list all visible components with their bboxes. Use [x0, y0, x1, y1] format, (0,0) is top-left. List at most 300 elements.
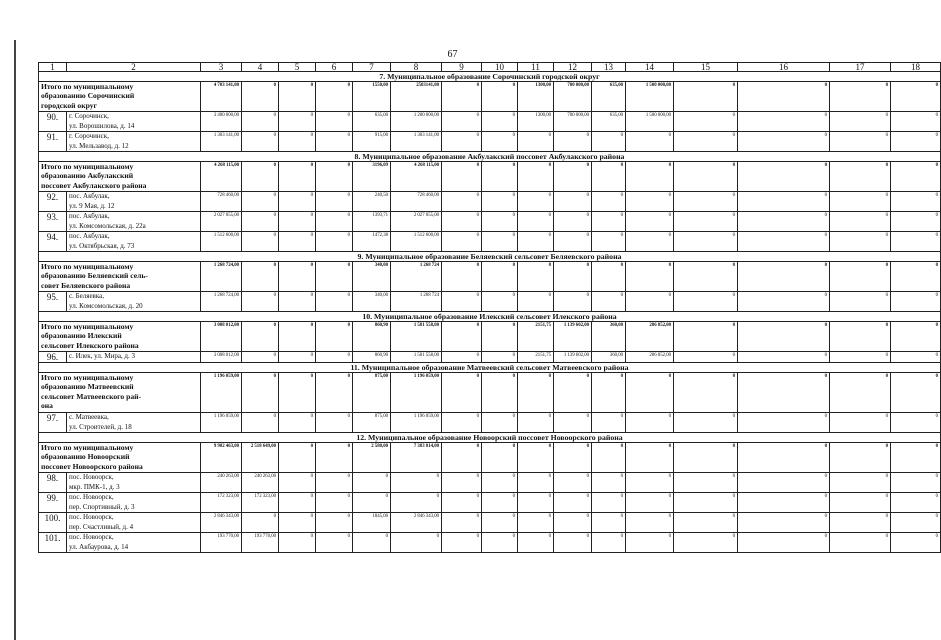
address-line: ул. Мельзавод, д. 12	[69, 141, 129, 150]
value-cell: 0	[674, 192, 738, 212]
value-cell: 0	[442, 132, 482, 152]
value-cell: 0	[442, 322, 482, 352]
value-cell: 0	[279, 513, 316, 533]
value-cell: 0	[316, 292, 353, 312]
value-cell: 0	[592, 443, 626, 473]
subtotal-name-line: образованию Беляевский сель-	[41, 271, 148, 281]
column-number-cell: 13	[592, 63, 626, 72]
value-cell: 0	[316, 212, 353, 232]
value-cell: 0	[279, 132, 316, 152]
table-row	[39, 192, 941, 212]
value-cell: 0	[279, 373, 316, 413]
page-number: 67	[447, 49, 458, 60]
value-cell: 3196,09	[353, 162, 391, 192]
value-cell: 1 196 059,00	[391, 413, 442, 433]
value-cell: 1845,00	[353, 513, 391, 533]
value-cell: 1 268 724	[391, 262, 442, 292]
value-cell: 360,00	[592, 322, 626, 352]
value-cell: 0	[592, 533, 626, 553]
value-cell: 0	[891, 162, 941, 192]
value-cell: 3 008 012,00	[201, 322, 242, 352]
value-cell: 0	[891, 232, 941, 252]
value-cell: 0	[518, 162, 554, 192]
value-cell: 0	[242, 162, 279, 192]
address-line: ул. Строителей, д. 18	[69, 422, 132, 431]
value-cell: 0	[738, 413, 830, 433]
column-number-cell: 12	[554, 63, 592, 72]
address-line: г. Сорочинск,	[69, 112, 109, 120]
value-cell: 0	[482, 292, 518, 312]
value-cell: 0	[554, 513, 592, 533]
subtotal-name-line: Итого по муниципальному	[41, 82, 134, 91]
value-cell: 0	[442, 352, 482, 363]
value-cell: 0	[626, 132, 674, 152]
value-cell: 0	[316, 232, 353, 252]
value-cell: 0	[279, 352, 316, 363]
value-cell: 0	[279, 82, 316, 112]
value-cell: 0	[316, 513, 353, 533]
address-cell	[67, 192, 201, 212]
value-cell: 0	[279, 192, 316, 212]
value-cell: 0	[442, 192, 482, 212]
value-cell: 0	[554, 162, 592, 192]
column-number-cell: 6	[316, 63, 353, 72]
value-cell: 7 383 814,00	[391, 443, 442, 473]
section-title: 11. Муниципальное образование Матвеевский сельсовет Матвеевского района	[39, 363, 941, 373]
row-number: 98.	[39, 473, 67, 493]
address-line: пер. Счастливый, д. 4	[69, 522, 134, 531]
row-number: 99.	[39, 493, 67, 513]
value-cell: 1550,00	[353, 82, 391, 112]
address-cell	[67, 513, 201, 533]
row-number: 95.	[39, 292, 67, 312]
column-number-cell: 2	[67, 63, 201, 72]
value-cell: 2 518 649,00	[242, 443, 279, 473]
value-cell: 0	[442, 513, 482, 533]
value-cell: 1 512 600,00	[201, 232, 242, 252]
value-cell: 0	[626, 212, 674, 232]
value-cell: 0	[674, 112, 738, 132]
value-cell: 0	[738, 232, 830, 252]
value-cell: 2151,75	[518, 322, 554, 352]
value-cell: 0	[830, 513, 891, 533]
value-cell: 0	[891, 192, 941, 212]
value-cell: 0	[316, 112, 353, 132]
value-cell: 0	[279, 443, 316, 473]
table-row	[39, 533, 941, 553]
value-cell: 2503141,00	[391, 82, 442, 112]
row-number: 91.	[39, 132, 67, 152]
value-cell: 0	[674, 493, 738, 513]
value-cell: 193 770,00	[201, 533, 242, 553]
row-number: 97.	[39, 413, 67, 433]
value-cell: 0	[279, 262, 316, 292]
value-cell: 0	[738, 473, 830, 493]
value-cell: 0	[738, 352, 830, 363]
value-cell: 2 027 055,00	[391, 212, 442, 232]
value-cell: 0	[674, 82, 738, 112]
value-cell: 0	[830, 443, 891, 473]
value-cell: 0	[592, 162, 626, 192]
section-heading-row	[39, 312, 941, 322]
value-cell: 0	[674, 443, 738, 473]
value-cell: 0	[830, 162, 891, 192]
value-cell: 1 268 724,00	[201, 262, 242, 292]
value-cell: 3 008 012,00	[201, 352, 242, 363]
value-cell: 728 460,00	[391, 192, 442, 212]
column-number-cell: 17	[830, 63, 891, 72]
table-row	[39, 413, 941, 433]
value-cell: 0	[482, 112, 518, 132]
value-cell: 0	[891, 373, 941, 413]
subtotal-name-line: Итого по муниципальному	[41, 443, 134, 452]
subtotal-name	[39, 443, 201, 473]
value-cell: 875,00	[353, 413, 391, 433]
value-cell: 0	[592, 212, 626, 232]
value-cell: 0	[592, 292, 626, 312]
subtotal-name-line: образованию Сорочинский	[41, 91, 135, 101]
value-cell: 0	[518, 292, 554, 312]
value-cell: 0	[592, 232, 626, 252]
value-cell: 0	[316, 473, 353, 493]
value-cell: 0	[518, 533, 554, 553]
value-cell: 0	[518, 473, 554, 493]
subtotal-name-line: Итого по муниципальному	[41, 162, 134, 171]
value-cell: 0	[891, 82, 941, 112]
value-cell: 0	[592, 192, 626, 212]
address-line: пос. Акбулак,	[69, 192, 110, 200]
value-cell: 0	[738, 192, 830, 212]
column-number-cell: 9	[442, 63, 482, 72]
value-cell: 0	[482, 443, 518, 473]
subtotal-name-line: городской округ	[41, 100, 97, 110]
value-cell: 0	[592, 513, 626, 533]
value-cell: 0	[891, 413, 941, 433]
value-cell: 0	[391, 533, 442, 553]
value-cell: 0	[592, 493, 626, 513]
address-line: с. Матвеевка,	[69, 413, 109, 421]
address-cell	[67, 352, 201, 363]
table-row	[39, 212, 941, 232]
value-cell: 635,00	[592, 112, 626, 132]
value-cell: 915,00	[353, 132, 391, 152]
row-number: 96.	[39, 352, 67, 363]
value-cell: 286 852,00	[626, 322, 674, 352]
value-cell: 0	[554, 373, 592, 413]
value-cell: 193 770,00	[242, 533, 279, 553]
value-cell: 0	[279, 493, 316, 513]
value-cell: 0	[554, 232, 592, 252]
value-cell: 700 000,00	[554, 112, 592, 132]
value-cell: 0	[738, 132, 830, 152]
section-heading-row	[39, 252, 941, 262]
value-cell: 0	[482, 493, 518, 513]
column-number-cell: 7	[353, 63, 391, 72]
value-cell: 2 580,00	[353, 443, 391, 473]
value-cell: 0	[674, 292, 738, 312]
section-heading-row	[39, 433, 941, 443]
value-cell: 0	[830, 413, 891, 433]
address-line: ул. Комсомольская, д. 22а	[69, 221, 146, 230]
value-cell: 1 196 059,00	[201, 373, 242, 413]
value-cell: 0	[738, 82, 830, 112]
value-cell: 0	[518, 493, 554, 513]
column-number-cell: 10	[482, 63, 518, 72]
value-cell: 0	[891, 473, 941, 493]
value-cell: 0	[891, 292, 941, 312]
row-number: 100.	[39, 513, 67, 533]
value-cell: 340,00	[353, 262, 391, 292]
subtotal-name-line: Итого по муниципальному	[41, 373, 134, 382]
value-cell: 875,00	[353, 373, 391, 413]
column-number-cell: 11	[518, 63, 554, 72]
address-line: ул. Октябрьская, д. 73	[69, 241, 135, 250]
value-cell: 0	[442, 162, 482, 192]
value-cell: 172 323,00	[242, 493, 279, 513]
column-number-cell: 1	[39, 63, 67, 72]
value-cell: 0	[738, 212, 830, 232]
section-title: 7. Муниципальное образование Сорочинский городской округ	[39, 72, 941, 82]
value-cell: 1 268 724	[391, 292, 442, 312]
value-cell: 0	[316, 132, 353, 152]
column-number-row	[39, 63, 941, 72]
value-cell: 0	[279, 112, 316, 132]
register-table	[38, 62, 941, 553]
address-line: с. Илек, ул. Мира, д. 3	[69, 352, 135, 360]
value-cell: 2 846 343,00	[391, 513, 442, 533]
value-cell: 0	[830, 493, 891, 513]
subtotal-row	[39, 162, 941, 192]
subtotal-name-line: образованию Акбулакский	[41, 171, 134, 181]
address-line: пос. Акбулак,	[69, 212, 110, 220]
value-cell: 0	[592, 473, 626, 493]
value-cell: 0	[482, 232, 518, 252]
subtotal-name	[39, 262, 201, 292]
value-cell: 0	[626, 413, 674, 433]
value-cell: 635,00	[353, 112, 391, 132]
value-cell: 0	[738, 292, 830, 312]
value-cell: 0	[830, 322, 891, 352]
subtotal-name-line: образованию Илекский	[41, 331, 122, 341]
value-cell: 0	[316, 443, 353, 473]
value-cell: 0	[891, 112, 941, 132]
value-cell: 0	[518, 262, 554, 292]
table-row	[39, 232, 941, 252]
value-cell: 0	[626, 513, 674, 533]
value-cell: 240 263,00	[201, 473, 242, 493]
value-cell: 0	[830, 373, 891, 413]
value-cell: 360,00	[592, 352, 626, 363]
value-cell: 0	[554, 132, 592, 152]
value-cell: 0	[738, 513, 830, 533]
row-number: 93.	[39, 212, 67, 232]
value-cell: 1300,00	[518, 112, 554, 132]
column-number-cell: 4	[242, 63, 279, 72]
subtotal-name-line: совет Беляевского района	[41, 280, 131, 290]
value-cell: 0	[518, 373, 554, 413]
value-cell: 9 902 463,00	[201, 443, 242, 473]
value-cell: 0	[592, 132, 626, 152]
value-cell: 340,00	[353, 292, 391, 312]
value-cell: 0	[316, 533, 353, 553]
value-cell: 0	[626, 292, 674, 312]
column-number-cell: 18	[891, 63, 941, 72]
value-cell: 0	[482, 533, 518, 553]
value-cell: 2 027 055,00	[201, 212, 242, 232]
value-cell: 0	[242, 373, 279, 413]
subtotal-name-line: Итого по муниципальному	[41, 322, 134, 331]
value-cell: 0	[738, 493, 830, 513]
value-cell: 0	[242, 212, 279, 232]
value-cell: 0	[554, 473, 592, 493]
value-cell: 0	[738, 162, 830, 192]
address-cell	[67, 413, 201, 433]
value-cell: 0	[353, 493, 391, 513]
table-row	[39, 112, 941, 132]
value-cell: 2 846 343,00	[201, 513, 242, 533]
address-cell	[67, 473, 201, 493]
value-cell: 0	[442, 493, 482, 513]
address-cell	[67, 132, 201, 152]
value-cell: 0	[316, 413, 353, 433]
value-cell: 0	[316, 373, 353, 413]
address-cell	[67, 212, 201, 232]
value-cell: 0	[242, 352, 279, 363]
value-cell: 1 139 602,00	[554, 322, 592, 352]
scan-edge-line	[14, 40, 16, 640]
value-cell: 0	[674, 533, 738, 553]
subtotal-name-line: сельсовет Матвеевского рай-	[41, 391, 142, 401]
subtotal-name	[39, 373, 201, 413]
value-cell: 0	[482, 192, 518, 212]
value-cell: 0	[316, 82, 353, 112]
subtotal-name-line: поссовет Новоорского района	[41, 461, 143, 471]
row-number: 92.	[39, 192, 67, 212]
value-cell: 0	[353, 533, 391, 553]
value-cell: 1 303 141,00	[391, 132, 442, 152]
value-cell: 0	[442, 112, 482, 132]
value-cell: 0	[626, 232, 674, 252]
column-number-cell: 8	[391, 63, 442, 72]
subtotal-name	[39, 162, 201, 192]
section-title: 12. Муниципальное образование Новоорский поссовет Новоорского района	[39, 433, 941, 443]
address-line: ул. Комсомольская, д. 20	[69, 301, 143, 310]
value-cell: 0	[242, 262, 279, 292]
value-cell: 0	[518, 132, 554, 152]
value-cell: 0	[830, 82, 891, 112]
value-cell: 0	[242, 322, 279, 352]
value-cell: 4 268 115,00	[201, 162, 242, 192]
value-cell: 0	[279, 322, 316, 352]
subtotal-name-line: сельсовет Илекского района	[41, 340, 139, 350]
subtotal-row	[39, 82, 941, 112]
value-cell: 0	[592, 373, 626, 413]
value-cell: 1 196 059,00	[391, 373, 442, 413]
value-cell: 0	[738, 322, 830, 352]
address-cell	[67, 232, 201, 252]
value-cell: 0	[442, 262, 482, 292]
value-cell: 1 196 059,00	[201, 413, 242, 433]
address-line: пос. Новоорск,	[69, 473, 114, 481]
value-cell: 240,50	[353, 192, 391, 212]
value-cell: 0	[442, 443, 482, 473]
table-body	[39, 63, 941, 553]
value-cell: 0	[674, 262, 738, 292]
value-cell: 1393,71	[353, 212, 391, 232]
value-cell: 0	[242, 413, 279, 433]
value-cell: 0	[242, 232, 279, 252]
column-number-cell: 5	[279, 63, 316, 72]
value-cell: 0	[830, 232, 891, 252]
value-cell: 860,90	[353, 352, 391, 363]
value-cell: 635,00	[592, 82, 626, 112]
value-cell: 0	[830, 473, 891, 493]
value-cell: 0	[442, 373, 482, 413]
address-line: с. Беляевка,	[69, 292, 105, 300]
value-cell: 0	[554, 192, 592, 212]
value-cell: 0	[316, 262, 353, 292]
subtotal-row	[39, 322, 941, 352]
value-cell: 0	[738, 373, 830, 413]
value-cell: 0	[279, 212, 316, 232]
value-cell: 0	[554, 262, 592, 292]
value-cell: 0	[242, 132, 279, 152]
column-number-cell: 14	[626, 63, 674, 72]
subtotal-row	[39, 443, 941, 473]
address-cell	[67, 292, 201, 312]
value-cell: 0	[891, 322, 941, 352]
value-cell: 0	[830, 212, 891, 232]
section-title: 8. Муниципальное образование Акбулакский поссовет Акбулакского района	[39, 152, 941, 162]
value-cell: 0	[891, 212, 941, 232]
value-cell: 0	[242, 82, 279, 112]
table-row	[39, 473, 941, 493]
value-cell: 0	[242, 513, 279, 533]
value-cell: 0	[674, 212, 738, 232]
column-number-cell: 3	[201, 63, 242, 72]
subtotal-name-line: Итого по муниципальному	[41, 262, 134, 271]
value-cell: 0	[738, 533, 830, 553]
value-cell: 1472,38	[353, 232, 391, 252]
value-cell: 0	[674, 232, 738, 252]
value-cell: 0	[674, 132, 738, 152]
row-number: 101.	[39, 533, 67, 553]
value-cell: 0	[674, 513, 738, 533]
value-cell: 0	[554, 533, 592, 553]
value-cell: 0	[442, 413, 482, 433]
value-cell: 0	[482, 322, 518, 352]
value-cell: 0	[242, 112, 279, 132]
subtotal-name	[39, 322, 201, 352]
section-title: 10. Муниципальное образование Илекский сельсовет Илекского района	[39, 312, 941, 322]
value-cell: 0	[518, 232, 554, 252]
section-heading-row	[39, 152, 941, 162]
address-line: ул. 9 Мая, д. 12	[69, 201, 115, 210]
value-cell: 0	[554, 212, 592, 232]
value-cell: 0	[554, 413, 592, 433]
subtotal-name-line: образованию Новоорский	[41, 452, 130, 462]
value-cell: 0	[482, 413, 518, 433]
value-cell: 0	[279, 232, 316, 252]
value-cell: 0	[518, 513, 554, 533]
value-cell: 0	[626, 443, 674, 473]
subtotal-name-line: она	[41, 401, 53, 411]
table-row	[39, 132, 941, 152]
value-cell: 0	[891, 493, 941, 513]
value-cell: 0	[316, 493, 353, 513]
address-line: пос. Новоорск,	[69, 513, 114, 521]
table-row	[39, 352, 941, 363]
